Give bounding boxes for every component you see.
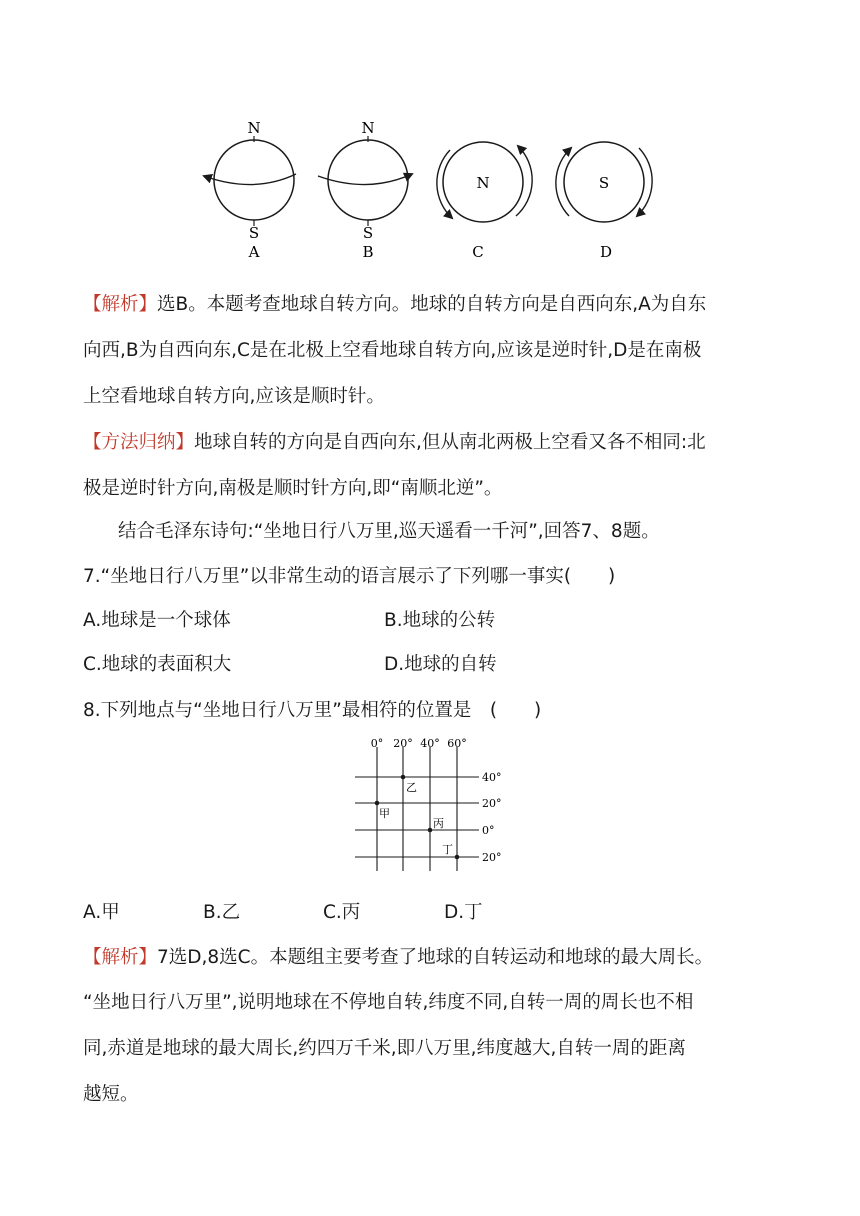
north-label: N bbox=[361, 119, 375, 137]
globe-b bbox=[318, 119, 412, 261]
point-label-bing: 丙 bbox=[433, 817, 444, 830]
globe-center-label-d: S bbox=[598, 174, 610, 192]
analysis2-line4: 越短。 bbox=[83, 1084, 139, 1105]
analysis1-line3: 上空看地球自转方向,应该是顺时针。 bbox=[83, 386, 385, 407]
point-label-ding: 丁 bbox=[442, 843, 453, 856]
south-label: S bbox=[362, 224, 374, 242]
globe-d bbox=[556, 142, 652, 261]
q8-stem: 8.下列地点与“坐地日行八万里”最相符的位置是 ( ) bbox=[83, 700, 542, 721]
q7-option-c: C.地球的表面积大 bbox=[83, 654, 232, 675]
q8-option-d: D.丁 bbox=[444, 902, 483, 923]
globe-label-a: A bbox=[248, 243, 260, 261]
point-yi bbox=[401, 775, 406, 780]
lon-label-20: 20° bbox=[393, 737, 413, 750]
globe-a bbox=[204, 119, 296, 261]
globe-label-c: C bbox=[472, 243, 484, 261]
point-jia bbox=[375, 801, 380, 806]
lon-label-40: 40° bbox=[420, 737, 440, 750]
q7-option-a: A.地球是一个球体 bbox=[83, 610, 231, 631]
point-bing bbox=[428, 828, 433, 833]
lon-label-0: 0° bbox=[370, 737, 384, 750]
q8-option-a: A.甲 bbox=[83, 902, 120, 923]
analysis-tag: 【解析】 bbox=[83, 947, 158, 968]
q8-option-c: C.丙 bbox=[323, 902, 361, 923]
q7-stem: 7.“坐地日行八万里”以非常生动的语言展示了下列哪一事实( ) bbox=[83, 566, 616, 587]
q7-option-b: B.地球的公转 bbox=[384, 610, 496, 631]
point-ding bbox=[455, 855, 460, 860]
analysis2-line1: 【解析】7选D,8选C。本题组主要考查了地球的自转运动和地球的最大周长。 bbox=[83, 947, 714, 968]
globe-c bbox=[437, 142, 532, 261]
q8-option-b: B.乙 bbox=[203, 902, 241, 923]
method-tag: 【方法归纳】 bbox=[83, 432, 195, 453]
rotation-direction-figure bbox=[190, 112, 670, 262]
lat-lon-grid bbox=[345, 735, 515, 875]
lat-label-40n: 40° bbox=[482, 771, 502, 784]
question-intro: 结合毛泽东诗句:“坐地日行八万里,巡天遥看一千河”,回答7、8题。 bbox=[118, 521, 660, 542]
analysis2-line2: “坐地日行八万里”,说明地球在不停地自转,纬度不同,自转一周的周长也不相 bbox=[83, 992, 694, 1013]
globe-center-label-c: N bbox=[476, 174, 490, 192]
analysis2-line3: 同,赤道是地球的最大周长,约四万千米,即八万里,纬度越大,自转一周的距离 bbox=[83, 1038, 686, 1059]
analysis-tag: 【解析】 bbox=[83, 294, 158, 315]
north-label: N bbox=[247, 119, 261, 137]
point-label-jia: 甲 bbox=[379, 807, 390, 820]
lon-label-60: 60° bbox=[447, 737, 467, 750]
q7-option-d: D.地球的自转 bbox=[384, 654, 497, 675]
method-line1: 【方法归纳】地球自转的方向是自西向东,但从南北两极上空看又各不相同:北 bbox=[83, 432, 706, 453]
lat-label-20s: 20° bbox=[482, 851, 502, 864]
point-label-yi: 乙 bbox=[406, 781, 417, 794]
globe-label-b: B bbox=[362, 243, 374, 261]
globe-label-d: D bbox=[599, 243, 613, 261]
analysis1-line2: 向西,B为自西向东,C是在北极上空看地球自转方向,应该是逆时针,D是在南极 bbox=[83, 340, 702, 361]
analysis1-line1: 【解析】选B。本题考查地球自转方向。地球的自转方向是自西向东,A为自东 bbox=[83, 294, 707, 315]
lat-label-20n: 20° bbox=[482, 797, 502, 810]
method-line2: 极是逆时针方向,南极是顺时针方向,即“南顺北逆”。 bbox=[83, 478, 503, 499]
lat-label-0: 0° bbox=[482, 824, 495, 837]
south-label: S bbox=[248, 224, 260, 242]
